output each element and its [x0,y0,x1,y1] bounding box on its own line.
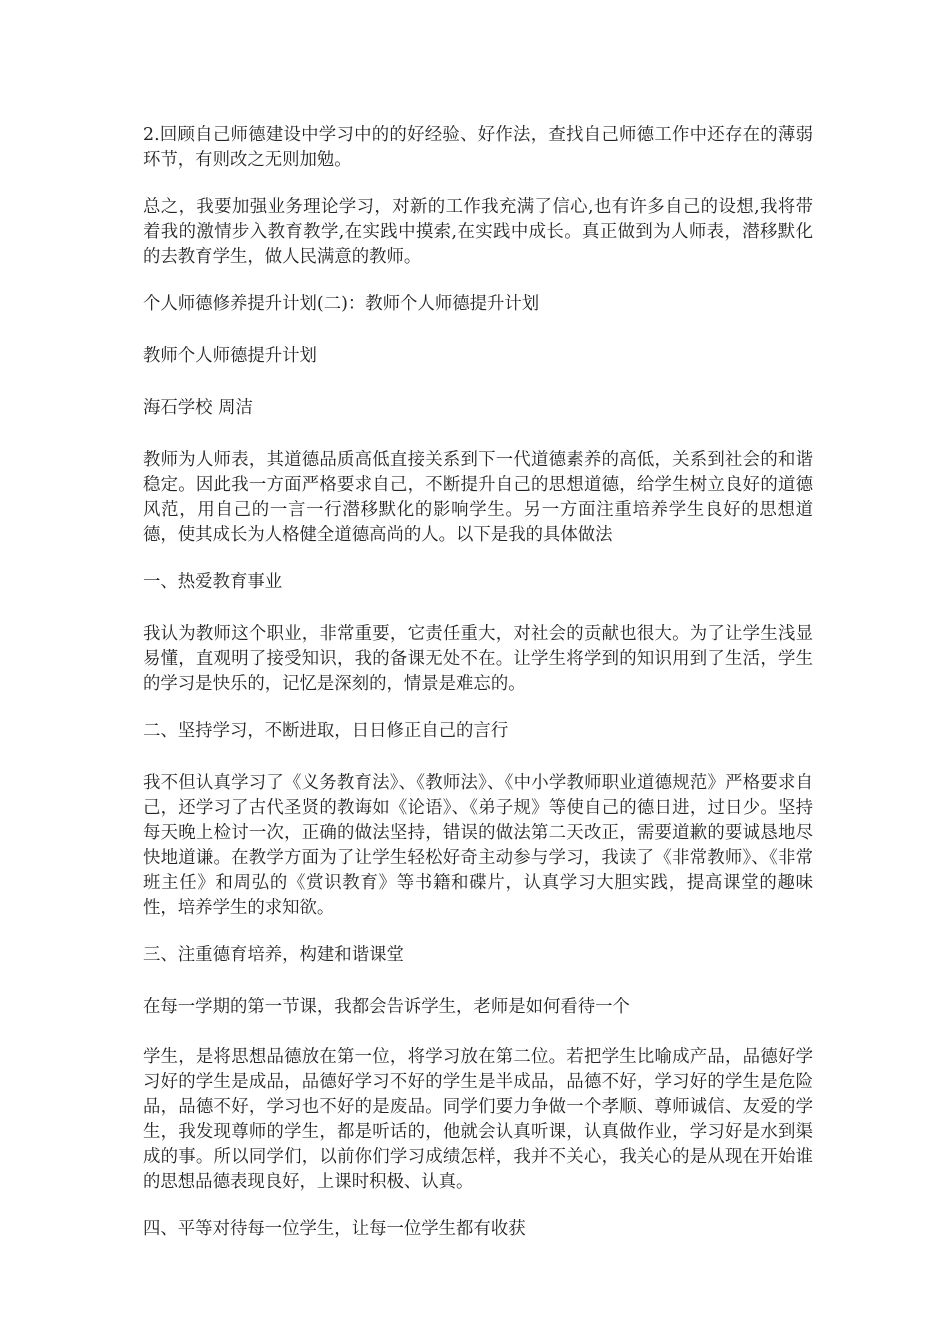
document-page [143,123,813,1269]
paragraph-review-experience: 2.回顾自己师德建设中学习中的的好经验、好作法，查找自己师德工作中还存在的薄弱环节，有则改之无则加勉。 [143,125,813,170]
paragraph-conclusion: 总之，我要加强业务理论学习，对新的工作我充满了信心,也有许多自己的设想,我将带着我的激情步入教育教学,在实践中摸索,在实践中成长。真正做到为人师表，潜移默化的去教育学生，做人民满意的教师。 [143,197,813,267]
author-line: 海石学校 周洁 [143,398,253,418]
heading-3: 三、注重德育培养，构建和谐课堂 [143,945,404,965]
heading-2: 二、坚持学习，不断进取，日日修正自己的言行 [143,721,509,741]
heading-4: 四、平等对待每一位学生，让每一位学生都有收获 [143,1219,526,1239]
section-title: 个人师德修养提升计划(二)：教师个人师德提升计划 [143,294,540,314]
paragraph-love-education: 我认为教师这个职业，非常重要，它责任重大，对社会的贡献也很大。为了让学生浅显易懂，直观明了接受知识，我的备课无处不在。让学生将学到的知识用到了生活，学生的学习是快乐的，记忆是深刻的，情景是难忘的。 [143,624,813,694]
paragraph-introduction: 教师为人师表，其道德品质高低直接关系到下一代道德素养的高低，关系到社会的和谐稳定。因此我一方面严格要求自己，不断提升自己的思想道德，给学生树立良好的道德风范，用自己的一言一行潜移默化的影响学生。另一方面注重培养学生良好的思想道德，使其成长为人格健全道德高尚的人。以下是我的具体做法 [143,450,813,545]
paragraph-first-lesson: 在每一学期的第一节课，我都会告诉学生，老师是如何看待一个 [143,997,630,1017]
document-title: 教师个人师德提升计划 [143,346,317,366]
paragraph-keep-learning: 我不但认真学习了《义务教育法》、《教师法》、《中小学教师职业道德规范》严格要求自己，还学习了古代圣贤的教诲如《论语》、《弟子规》等使自己的德日进，过日少。坚持每天晚上检讨一次，正确的做法坚持，错误的做法第二天改正，需要道歉的要诚恳地尽快地道谦。在教学方面为了让学生轻松好奇主动参与学习，我读了《非常教师》、《非常班主任》和周弘的《赏识教育》等书籍和碟片，认真学习大胆实践，提高课堂的趣味性，培养学生的求知欲。 [143,773,813,918]
paragraph-moral-first: 学生，是将思想品德放在第一位，将学习放在第二位。若把学生比喻成产品，品德好学习好的学生是成品，品德好学习不好的学生是半成品，品德不好，学习好的学生是危险品，品德不好，学习也不好的是废品。同学们要力争做一个孝顺、尊师诚信、友爱的学生，我发现尊师的学生，都是听话的，他就会认真听课，认真做作业，学习好是水到渠成的事。所以同学们，以前你们学习成绩怎样，我并不关心，我关心的是从现在开始谁的思想品德表现良好，上课时积极、认真。 [143,1047,813,1192]
heading-1: 一、热爱教育事业 [143,572,283,592]
